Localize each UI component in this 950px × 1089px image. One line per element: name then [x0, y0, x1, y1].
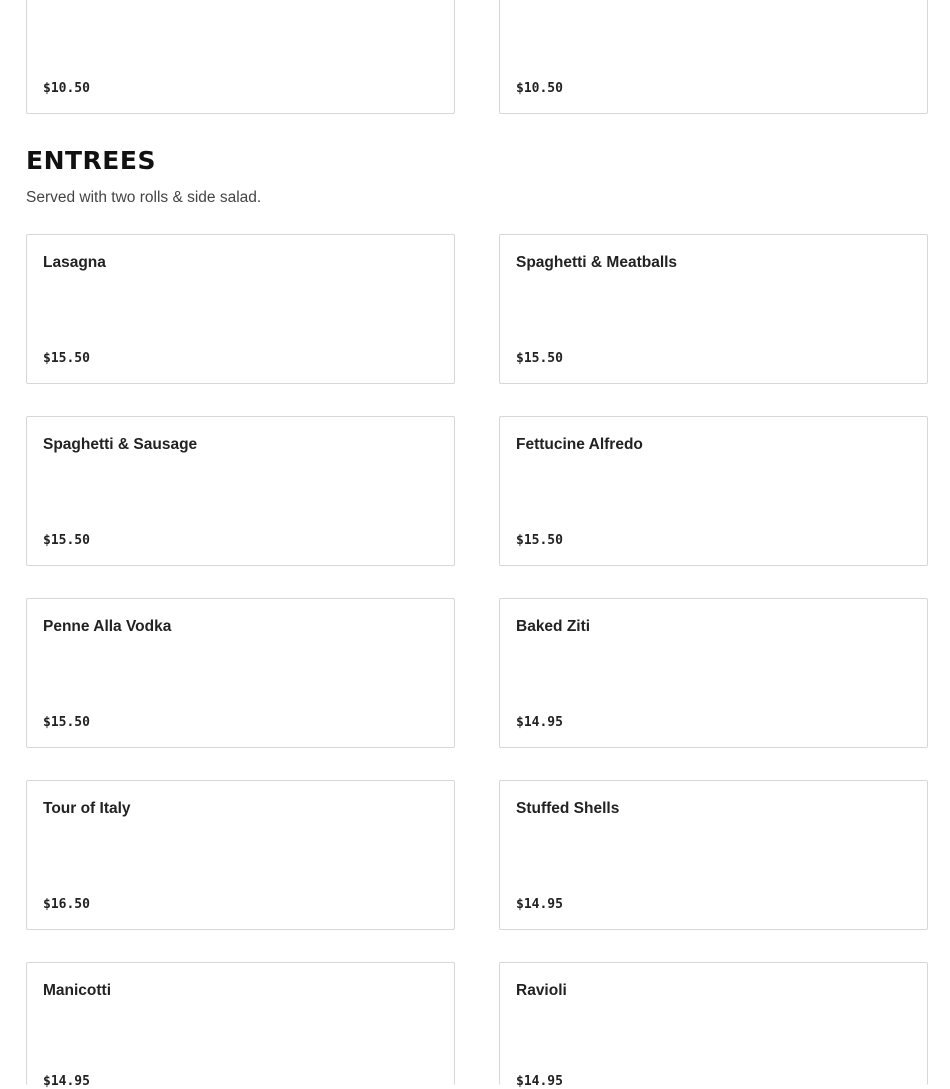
menu-item-price: $15.50 — [43, 715, 90, 730]
menu-item-name: Lasagna — [43, 254, 106, 271]
menu-item-price: $15.50 — [516, 351, 563, 366]
menu-item-card[interactable] — [499, 962, 928, 1089]
menu-item-card[interactable] — [26, 234, 455, 384]
menu-item-card[interactable] — [499, 780, 928, 930]
menu-item-price: $15.50 — [516, 533, 563, 548]
menu-item-card[interactable] — [26, 0, 455, 114]
menu-item-price: $10.50 — [516, 81, 563, 96]
menu-item-price: $15.50 — [43, 351, 90, 366]
menu-item-name: Penne Alla Vodka — [43, 618, 172, 635]
menu-item-card[interactable] — [26, 962, 455, 1089]
menu-item-name: Baked Ziti — [516, 618, 591, 635]
menu-item-card[interactable] — [499, 0, 928, 114]
menu-item-price: $10.50 — [43, 81, 90, 96]
menu-item-price: $14.95 — [516, 897, 563, 912]
menu-item-price: $14.95 — [43, 1074, 90, 1089]
menu-item-name: Tour of Italy — [43, 800, 131, 817]
menu-item-card[interactable] — [26, 598, 455, 748]
menu-item-card[interactable] — [26, 416, 455, 566]
menu-item-name: Fettucine Alfredo — [516, 436, 643, 453]
menu-item-price: $15.50 — [43, 533, 90, 548]
menu-item-name: Ravioli — [516, 982, 567, 999]
menu-item-price: $14.95 — [516, 1074, 563, 1089]
menu-item-name: Manicotti — [43, 982, 112, 999]
menu-item-card[interactable] — [26, 780, 455, 930]
menu-item-card[interactable] — [499, 416, 928, 566]
menu-item-card[interactable] — [499, 234, 928, 384]
menu-item-name: Stuffed Shells — [516, 800, 620, 817]
menu-item-price: $16.50 — [43, 897, 90, 912]
section-title-entrees: ENTREES — [26, 146, 156, 175]
section-subtitle: Served with two rolls & side salad. — [26, 189, 262, 206]
menu-item-name: Spaghetti & Sausage — [43, 436, 198, 453]
menu-item-card[interactable] — [499, 598, 928, 748]
menu-item-name: Spaghetti & Meatballs — [516, 254, 678, 271]
menu-item-price: $14.95 — [516, 715, 563, 730]
